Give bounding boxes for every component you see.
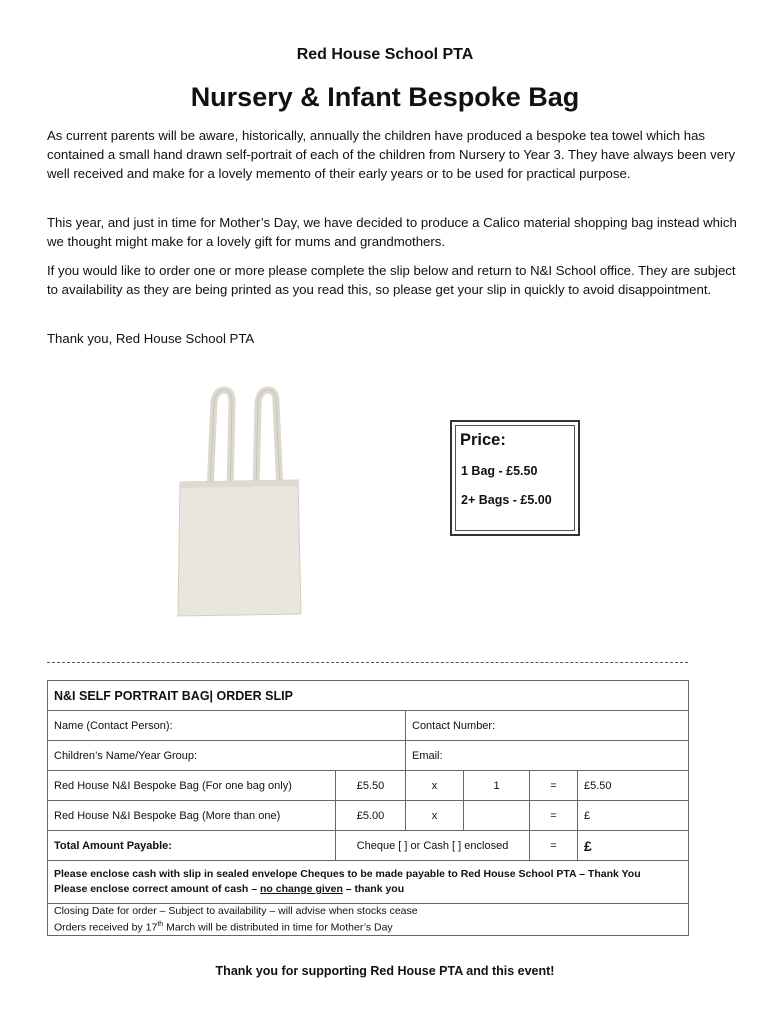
page-title: Nursery & Infant Bespoke Bag <box>190 82 580 112</box>
closing-info <box>48 904 689 936</box>
line-total: £5.50 <box>578 771 689 801</box>
payment-note-1: Please enclose cash with slip in sealed envelope Cheques to be made payable to Red House School PTA – Thank You <box>54 868 641 880</box>
order-slip-table <box>47 680 689 936</box>
price-multiple-bags: 2+ Bags - £5.00 <box>461 493 552 507</box>
times-sign: x <box>406 801 464 831</box>
order-paragraph: If you would like to order one or more please complete the slip below and return to N&I School office. They are subject to availability as they are being printed as you read this, so please get your slip in quickly to avoid disappointment. <box>47 263 736 297</box>
total-row <box>48 831 689 861</box>
unit-price: £5.50 <box>336 771 406 801</box>
equals-sign: = <box>530 831 578 861</box>
quantity-field[interactable]: 1 <box>464 771 530 801</box>
price-one-bag: 1 Bag - £5.50 <box>461 464 538 478</box>
price-title: Price: <box>460 431 506 449</box>
children-field[interactable]: Children’s Name/Year Group: <box>48 741 406 771</box>
times-sign: x <box>406 771 464 801</box>
closing-date-note: Closing Date for order – Subject to availability – will advise when stocks cease <box>54 905 418 917</box>
equals-sign: = <box>530 771 578 801</box>
payment-notes <box>48 861 689 904</box>
line-total-field[interactable]: £ <box>578 801 689 831</box>
total-amount-field[interactable]: £ <box>578 831 689 861</box>
intro-paragraph: As current parents will be aware, historically, annually the children have produced a bespoke tea towel which has contained a small hand drawn self-portrait of each of the children from Nursery to Year 3. They have always been very well received and make for a lovely memento of their early years or to be used for practical purpose. <box>47 128 736 181</box>
payment-note-2: Please enclose correct amount of cash – no change given – thank you <box>54 883 405 895</box>
total-label: Total Amount Payable: <box>48 831 336 861</box>
org-heading: Red House School PTA <box>296 46 474 63</box>
unit-price: £5.00 <box>336 801 406 831</box>
order-row-single <box>48 771 689 801</box>
calico-bag-image <box>170 382 310 618</box>
price-box <box>450 420 580 536</box>
no-change-given: no change given <box>260 883 343 895</box>
payment-method-checkboxes[interactable]: Cheque [ ] or Cash [ ] enclosed <box>336 831 530 861</box>
footer-thanks: Thank you for supporting Red House PTA and this event! <box>215 964 555 978</box>
name-field[interactable]: Name (Contact Person): <box>48 711 406 741</box>
quantity-field[interactable] <box>464 801 530 831</box>
email-field[interactable]: Email: <box>406 741 689 771</box>
orders-deadline-note: Orders received by 17th March will be distributed in time for Mother’s Day <box>54 921 393 934</box>
thank-you-line: Thank you, Red House School PTA <box>47 331 255 346</box>
bag-paragraph: This year, and just in time for Mother’s Day, we have decided to produce a Calico material shopping bag instead which we thought might make for a lovely gift for mums and grandmothers. <box>47 215 737 249</box>
equals-sign: = <box>530 801 578 831</box>
slip-heading: N&I SELF PORTRAIT BAG| ORDER SLIP <box>48 681 689 711</box>
cut-line <box>47 662 688 663</box>
contact-number-field[interactable]: Contact Number: <box>406 711 689 741</box>
item-label: Red House N&I Bespoke Bag (For one bag only) <box>48 771 336 801</box>
item-label: Red House N&I Bespoke Bag (More than one) <box>48 801 336 831</box>
order-row-multiple <box>48 801 689 831</box>
